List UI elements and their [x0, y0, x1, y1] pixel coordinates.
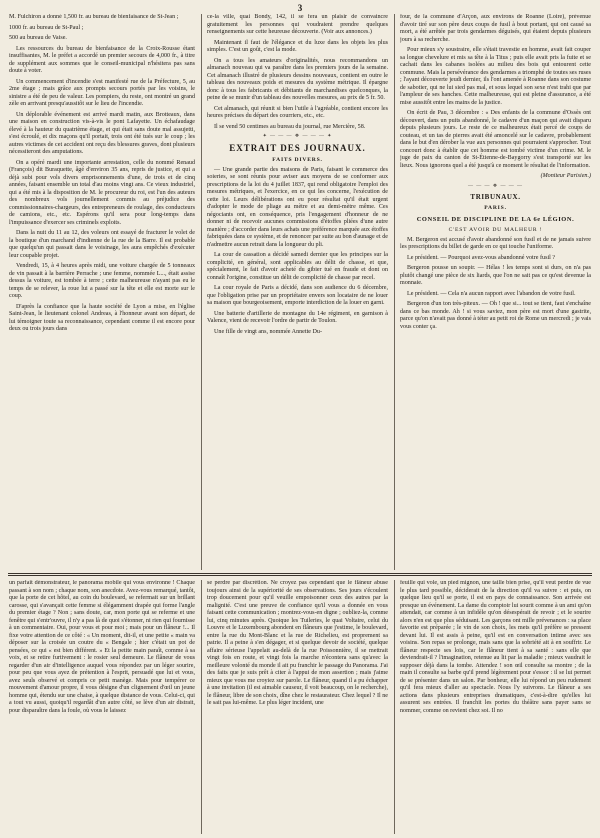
article-paragraph: Les ressources du bureau de bienfaisance de la Croix-Rousse étant insuffisantes, M. le préfet a accordé un premier secours de 4,000 fr., à titre de supplément aux sommes que le conseil-municipal n'hésitera pas sans doute à voter.	[9, 45, 195, 74]
article-paragraph: four, de la commune d'Arçon, aux environs de Roanne (Loire), prévenue d'avoir tiré sur son père deux coups de fusil à bout portant, qui ont causé sa mort, a été arrêtée par trois gendarmes déguisés, qui étaient depuis plusieurs jours à sa recherche.	[400, 14, 591, 43]
article-paragraph: M. Fulchiron a donné 1,500 fr. au bureau de bienfaisance de St-Jean ;	[9, 14, 179, 20]
section-heading-tribunaux: TRIBUNAUX.	[470, 192, 521, 201]
article-paragraph: On a opéré mardi une importante arrestation, celle du nommé Renaud (François) dit Buraquette, âgé d'environ 35 ans, repris de justice, et qui a déjà subi pour vols divers emprisonnements d'une, de trois et de cinq années, faisant ensemble un total d'au moins vingt ans. Ce vieux industriel, qui a été mis à la disposition de M. le procureur du roi, est l'un des auteurs des nombreux vols journellement commis au préjudice des commissionnaires-chargeurs, des entrepreneurs de roulage, des conducteurs de camions, etc., etc. Espérons qu'il sera pour long-temps dans l'impuissance d'exercer ses criminels exploits.	[9, 159, 195, 226]
conseil-subtitle: C'EST AVOIR DU MALHEUR !	[448, 227, 543, 233]
article-paragraph: Il se vend 50 centimes au bureau du journal, rue Mercière, 58.	[214, 123, 366, 130]
article-paragraph: ce-la ville, quai Bondy, 142, il se fera un plaisir de convaincre gratuitement les personnes qui voudraient prendre quelques renseignements sur cette heureuse découverte. (Voir aux annonces.)	[207, 14, 388, 35]
article-paragraph: Dans la nuit du 11 au 12, des voleurs ont essayé de fracturer le volet de la boutique d'un marchand d'indienne de la rue de la Barre. Il est probable que quelqu'un qui passait dans le voisinage, les aura empêchés d'exécuter leur coupable projet.	[9, 230, 195, 259]
section-ornament: ✦ — — — ❖ — — — ✦	[262, 134, 333, 139]
source-attribution: (Moniteur Parisien.)	[540, 173, 591, 179]
subheading-faits-divers: FAITS DIVERS.	[272, 157, 323, 163]
article-paragraph: 1000 fr. au bureau de St-Paul ;	[9, 24, 84, 31]
article-paragraph: D'après la confiance que la haute société de Lyon a mise, en l'église Saint-Jean, le lieutenant colonel Andreas, à l'honneur avant son départ, de lui témoigner toute sa reconnaissance, cependant comme il est encore pour deux ou trois jours dans	[9, 303, 195, 332]
column-rule	[394, 580, 395, 834]
article-paragraph: — Une grande partie des maisons de Paris, faisant le commerce des soieries, se sont réunis pour aviser aux moyens de se conformer aux prescriptions de la loi du 4 juillet 1837, qui rend obligatoire l'emploi des mesures métriques, et l'exercice, en ce qui les concerne, l'exécution de cette loi. Leurs délibérations ont eu pour résultat qu'il était urgent d'adopter le mode de pliage au mètre et au demi-mètre même. Ces négociants ont, en conséquence, pris l'engagement d'honneur de ne donner ni de recevoir aucunes commissions d'étoffes pliées d'une autre manière ; d'accorder dans leurs achats une préférence marquée aux étoffes fabriquées dans ce système, et de renoncer par suite au bon d'aunage et de n'admettre aucun retrait dans la longueur du pli.	[207, 166, 388, 248]
column-rule	[201, 580, 202, 834]
feuilleton-text: un parfait démonstrateur, le panorama mobile qui vous environne ! Chaque passant à son nom ; chaque nom, son anecdote. Avez-vous remarqué, tantôt, que la porte de cet hôtel, au coin du boulevard, se refermait sur un brillant carosse, qui s'avançait cette femme si élégamment drapée qui forme l'angle du premier étage ? Non ; sans doute, car, mon porte qui se referme et une fenêtre qui s'entr'ouvre, il n'y a pas là de quoi s'étonner, ni rien qui fournisse à un commentaire. Oui, pour vous et pour moi ; mais pour un flâneur !... Il fixe votre attention de ce côté : « Un moment, dit-il, et une petite « main va déposer sur la croisée un coutre du « Bengale ; hier c'était un pot de pensées, ce qui « est bien différent. » Et la petite main paraît, comme à sa voix, et se retire furtivement : le rosier seul demeure. Le flâneur de vous regarder d'un air d'intelligence auquel vous répondez par un léger sourire, pour peu que vous ayez de prétention à l'esprit, persuadé que lui et vous, avez seuls observé et compris ce petit manège. Mais pour tempérer ce mouvement d'amour propre, il vous désigne d'un clignement d'œil un jeune homme qui, étendu sur une chaise, à quelque distance de vous. Celui-ci, qui a tout vu aussi, quoiqu'il regardât d'un autre côté, se lève d'un air distrait, pour disparaître dans la foule, où vous le laissez	[9, 580, 195, 714]
section-ornament: — — — ❖ — — —	[468, 183, 523, 189]
article-paragraph: Un déplorable événement est arrivé mardi matin, aux Brotteaux, dans une maison en construction vis-à-vis le pont Lafayette. Un échafaudage élevé à la hauteur du quatrième étage, et qui était sans doute mal assujetti, s'est écroulé, et dix maçons qu'il portait, trois ont été tués sur le coup ; les autres victimes de cet accident ont reçu des blessures graves, dont plusieurs nécessiteront des amputations.	[9, 111, 195, 155]
article-paragraph: Bergeron pousse un soupir. — Hélas ! les temps sont si durs, on n'a pas plutôt changé une pièce de six liards, que l'on ne sait pas ce qu'est devenue la monnaie.	[400, 265, 591, 286]
article-paragraph: Une batterie d'artillerie de montagne du 14e régiment, en garnison à Valence, vient de recevoir l'ordre de partir de Toulon.	[207, 310, 388, 324]
page-number: 3	[297, 3, 303, 13]
article-paragraph: 500 au bureau de Vaise.	[9, 35, 67, 41]
feuilleton-left-column	[9, 580, 195, 834]
article-paragraph: La cour royale de Paris a décidé, dans son audience du 6 décembre, que l'obligation prise par un propriétaire envers son locataire de ne louer sa maison que bourgeoisement, emporte interdiction de la louer en garni.	[207, 285, 388, 306]
feuilleton-right-column	[400, 580, 591, 834]
feuilleton-separator	[8, 573, 592, 574]
article-paragraph: Une fille de vingt ans, nommée Annette Du-	[214, 328, 322, 335]
article-paragraph: Le président. — Cela n'a aucun rapport avec l'abandon de votre fusil.	[407, 290, 576, 297]
subheading-paris: PARIS.	[484, 204, 507, 211]
article-paragraph: Maintenant il faut de l'élégance et du luxe dans les objets les plus simples. C'est un goût, c'est la mode.	[207, 39, 388, 53]
middle-column	[207, 14, 388, 570]
article-paragraph: Le président. — Pourquoi avez-vous abandonné votre fusil ?	[407, 254, 556, 261]
feuilleton-middle-column	[207, 580, 388, 834]
column-rule	[201, 14, 202, 570]
article-paragraph: Un commencement d'incendie s'est manifesté rue de la Préfecture, 5, au 2me étage ; mais grâce aux prompts secours portés par les voisins, le sinistre a été de peu de valeur. Les pompiers, du reste, ont montré un grand zèle en arrivant presqu'aussitôt sur le lieu de l'incendie.	[9, 78, 195, 107]
article-paragraph: La cour de cassation a décidé samedi dernier que les principes sur la complicité, en général, sont applicables au délit de chasse, et que, spécialement, le fait d'avoir acheté du gibier tué en fraude et dont on connaît l'origine, constitue un délit de complicité de chasse par recel.	[207, 252, 388, 281]
article-paragraph: M. Bergeron est accusé d'avoir abandonné son fusil et de ne jamais suivre les prescriptions du billet de garde en ce qui touche l'uniforme.	[400, 236, 591, 250]
column-rule	[394, 14, 395, 570]
feuilleton-separator	[8, 575, 592, 576]
right-column	[400, 14, 591, 570]
article-paragraph: On a tous les amateurs d'originalités, nous recommandons un almanach nouveau qui va paraître dans les premiers jours de la semaine. Cet almanach illustré de plusieurs dessins nouveaux, contient en outre le tableau des nouveaux poids et mesures du système métrique. Il épargne donc à tous les fabricants et débitants de marchandises quelconques, la peine de se munir d'un tableau des nouvelles mesures, au prix de 5 fr. 50.	[207, 57, 388, 101]
article-paragraph: Cet almanach, qui réunit si bien l'utile à l'agréable, contient encore les heures précises du départ des courriers, etc., etc.	[207, 105, 388, 119]
feuilleton-text: se perdre par discrétion. Ne croyez pas cependant que le flâneur abuse toujours ainsi de la supériorité de ses observations. Ses jours s'écoulent trop doucement pour qu'il veuille empoisonner ceux des autres par la malignité. C'est une preuve de confiance qu'il vous a donnée en vous faisant cette communication ; montrez-vous-en digne ; oubliez-la, comme lui, cinq minutes après. Quoique les Tuileries, le quai Voltaire, celui du Louvre et le Luxembourg abondent en flâneurs que j'estime, le boulevard, entre la rue du Mont-Blanc et la rue de Richelieu, est proprement sa patrie. Il a peine à s'en dégager, et si quelque devoir de société, quelque affaire sérieuse l'appelait au-delà de la rue Poissonnière, il se mettrait vingt fois en route, et vingt fois la marche n'écontera sans qu'avec la meilleure volonté du monde il ait pu franchir le passage du Panorama. J'ai des faits que je suis prêt à citer à l'appui de mon assertion ; mais j'aime mieux que vous me croyiez sur parole. Le flâneur, quand il a pu échapper à une invitation (il est aimable causeur, il voit beaucoup, on le recherche), le flâneur, libre de son choix, dîne chez le restaurateur. Chez lequel ? Il ne le sait pas lui-même. Le plus léger incident, une	[207, 580, 388, 706]
article-paragraph: Vendredi, 15, à 4 heures après midi, une voiture chargée de 5 tonneaux de vin passait à la barrière Perrache ; une femme, nommée L..., était assise dessus la voiture, est tombée à terre ; cette malheureuse n'ayant pas eu le temps de se relever, la roue lui a passé sur la tête et elle est morte sur le coup.	[9, 263, 195, 299]
left-column	[9, 14, 195, 570]
section-heading-extrait: EXTRAIT DES JOURNAUX.	[229, 143, 366, 153]
article-paragraph: Bergeron d'un ton très-piteux. — Oh ! que si... tout se tient, faut s'enchaîne dans ce bas monde. Ah ! si vous saviez, mon père est mort d'une gastrite, parce qu'on n'avait pas donné à téter au petit roi de Rome un mercredi ; je vais vous conter ça.	[400, 301, 591, 330]
feuilleton-text: feuille qui vole, un pied mignon, une taille bien prise, qu'il veut perdre de vue le plus tard possible, déciderait de la direction qu'il va suivre : et puis, on quelque lieu qu'il se porte, il est en pays de connaissance. Son arrivée est presque un événement. La dame du comptoir lui sourit comme à un ami qu'on attendait, car comme à un infidèle qu'on désespérait de revoir ; et le sourire alors n'en est que plus séduisant. Les garçons ont mille prévenances : sa place favorite est préparée ; le vin de son choix, les mets qu'il préfère se pressent devant lui. Il est assis à peine, qu'il est en conversation intime avec ses voisins. Son repas se prolonge, mais sans que la sobriété ait à en souffrir. Le flâneur respecte ses lois, car le flâneur tient à sa santé : sans elle que deviendrait-il ? l'imagination, retenue au lit par la maladie ; mieux vaudrait le supposer déjà dans la tombe. Attendez ! son œil consulte sa montre ; de la main il consulte sa barbe qu'il prend légèrement pour s'essor : il se lui permet de se présenter dans un salon. Par bonheur, elle lui répond un peu rudement qu'il fera mieux d'aller au spectacle. Nous l'y suivrons. Le flâneur a ses actions dans plusieurs entreprises dramatiques, c'est-à-dire qu'elles lui assurent ses entrées. Il franchit les portes du théâtre sans payer sans se nommer, comme on revient chez soi. Il no	[400, 580, 591, 714]
article-paragraph: On écrit de Pau, 3 décembre : « Des enfants de la commune d'Ossès ont découvert, dans un puits abandonné, le cadavre d'un maçon qui avait disparu depuis plusieurs jours. Le reste de ce malheureux était percé de coups de couteau, et un tas de pierres avait été amoncelé sur le cadavre, probablement dans le but d'en dérober la vue aux personnes qui pourraient s'approcher. Tout concourt donc à établir que cet homme est tombé victime d'un crime. M. le juge de paix du canton de St-Étienne-de-Baygorry s'est transporté sur les lieux. Nous ignorons quel a été jusqu'à ce moment le résultat de l'information.	[400, 110, 591, 169]
conseil-title: CONSEIL DE DISCIPLINE DE LA 6e LÉGION.	[416, 216, 575, 223]
article-paragraph: Pour mieux s'y soustraire, elle s'était travestie en homme, avait fait couper sa longue chevelure et mis sa tête à la Titus ; puis elle avait pris la fuite et se cachait dans les cabanes isolées au milieu des bois qui entourent cette commune. Mais la persévérance des gendarmes a triomphé de toutes ses ruses ; l'ayant découverte jeudi dernier, ils l'ont amenée à Roanne dans son costume de sabotier, qui ne lui sied pas mal, et sous lequel son sexe n'est trahi que par l'ampleur de ses hanches. Cette malheureuse, qui est pleine d'assurance, a été mise aussitôt entre les mains de la justice.	[400, 47, 591, 106]
